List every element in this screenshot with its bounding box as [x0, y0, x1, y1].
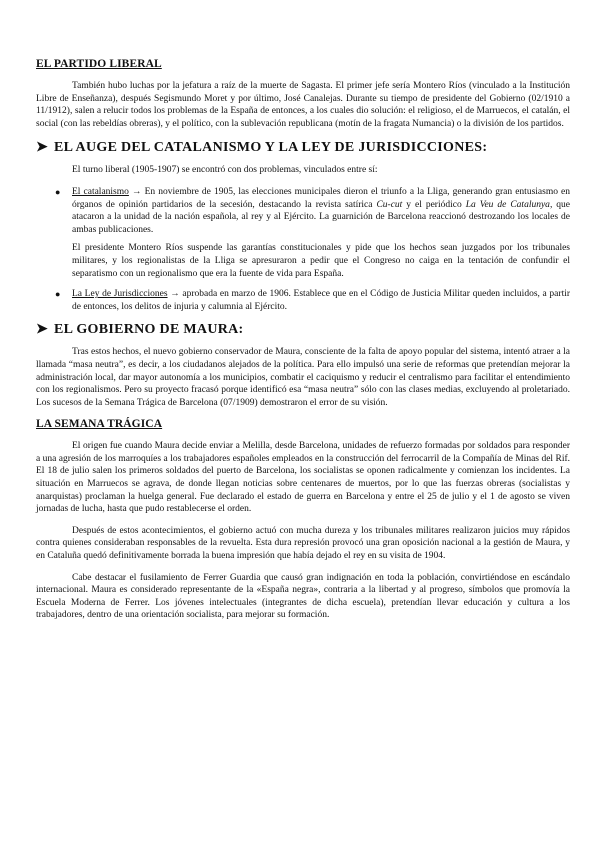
paragraph-gobierno-maura: Tras estos hechos, el nuevo gobierno conservador de Maura, consciente de la falta de apoyo popular del sistema, intentó atraer a la llamada “masa neutra”, es decir, a los ciudadanos alejados de la política. Para ello impulsó una serie de reformas que pretendían mejorar la administración local, dar mayor autonomía a los municipios, combatir el caciquismo y reducir el centralismo para facilitar el entendimiento con los regionalismos. Pero su proyecto fracasó porque identificó esa “masa neutra” sólo con las clases medias, excluyendo al proletariado. Los sucesos de la Semana Trágica de Barcelona (07/1909) demostraron el error de su visión. — [36, 347, 570, 408]
text-fragment: y el periódico — [402, 199, 466, 210]
paragraph-turno-liberal: El turno liberal (1905-1907) se encontró con dos problemas, vinculados entre sí: — [72, 165, 378, 176]
right-arrow-icon: → — [170, 289, 180, 300]
arrow-bullet-icon: ➤ — [36, 322, 49, 338]
document-page — [36, 58, 570, 631]
arrow-bullet-icon: ➤ — [36, 140, 49, 156]
heading-gobierno-maura — [36, 321, 570, 338]
list-item-catalanismo — [36, 186, 570, 280]
problems-list — [36, 186, 570, 313]
paragraph-origen: El origen fue cuando Maura decide enviar a Melilla, desde Barcelona, unidades de refuerzo formadas por soldados para responder a una agresión de los marroquíes a los trabajadores españoles empleados en la construcción del ferrocarril de la Compañía de Minas del Rif. El 18 de julio salen los primeros soldados del puerto de Barcelona, los socialistas se oponen radicalmente y comienzan los incidentes. La situación en Marruecos se agrava, de donde llegan noticias sobre centenares de muertos, por lo que las fuerzas obreras (socialistas y anarquistas) proclaman la huelga general. Fue declarado el estado de guerra en Barcelona y entre el 25 de julio y el 1 de agosto se viven jornadas de lucha, hasta que pudo restablecerse el orden. — [36, 441, 570, 515]
term-catalanismo: El catalanismo — [72, 186, 129, 197]
paragraph-montero-rios: El presidente Montero Ríos suspende las garantías constitucionales y pide que los hechos sean juzgados por los tribunales militares, y los regionalistas de la Lliga se apresuraron a pedir que el Congreso no caiga en la tentación de confundir el separatismo con un regionalismo que era la fuente de vida para España. — [72, 243, 570, 279]
italic-cu-cut: Cu-cut — [376, 199, 403, 210]
list-item-ley-jurisdicciones — [36, 288, 570, 313]
heading-text: EL AUGE DEL CATALANISMO Y LA LEY DE JURISDICCIONES: — [54, 140, 488, 156]
heading-semana-tragica: LA SEMANA TRÁGICA — [36, 418, 163, 431]
paragraph-ferrer-guardia: Cabe destacar el fusilamiento de Ferrer Guardia que causó gran indignación en toda la población, convirtiéndose en escándalo internacional. Maura es considerado representante de la «España negra», contraria a la libertad y al progreso, símbolos que promovía la Escuela Moderna de Ferrer. Los jóvenes intelectuales (integrantes de dicha escuela), pretendían llevar educación y cultura a los trabajadores, dentro de una orientación socialista, para mejorar su formación. — [36, 572, 570, 621]
right-arrow-icon: → — [132, 186, 142, 197]
paragraph-partido-liberal: También hubo luchas por la jefatura a raíz de la muerte de Sagasta. El primer jefe sería Montero Ríos (vinculado a la Institución Libre de Enseñanza), después Segismundo Moret y por último, José Canalejas. Durante su tiempo de presidente del Gobierno (02/1910 a 11/1912), salen a relucir todos los problemas de la España de entonces, a los cuales dio solución: el religioso, el de Marruecos, el catalán, el social (con las rebeldías obreras), y el político, con la sublevación republicana (motín de la fragata Numancia) o la división de los partidos. — [36, 81, 570, 129]
heading-auge-catalanismo — [36, 139, 570, 156]
paragraph-represion: Después de estos acontecimientos, el gobierno actuó con mucha dureza y los tribunales militares realizaron juicios muy rápidos contra quienes consideraban responsables de la revuelta. Esta dura represión provocó una gran oposición nacional a la gestión de Maura, y en Cataluña quedó definitivamente borrada la buena impresión que había dejado el rey en su visita de 1904. — [36, 525, 570, 562]
paragraph-catalanismo — [72, 186, 570, 236]
text-fragment: , que atacaron a la unidad de la nación española, al rey y al Ejército. La guarnición de Barcelona reaccionó destrozando los locales de ambas publicaciones. — [72, 199, 571, 235]
bullet-icon: ● — [55, 289, 61, 300]
text-fragment: En noviembre de 1905, las elecciones municipales dieron el triunfo a la Lliga, generando gran entusiasmo en órganos de opinión partidarios de la secesión, destacando la revista satírica — [72, 186, 571, 210]
text-fragment: aprobada en marzo de 1906. Establece que en el Código de Justicia Militar queden incluidos, a partir de entonces, los delitos de injuria y calumnia al Ejército. — [72, 289, 571, 312]
bullet-icon: ● — [55, 186, 61, 197]
term-ley-jurisdicciones: La Ley de Jurisdicciones — [72, 289, 168, 300]
italic-la-veu: La Veu de Catalunya — [465, 199, 550, 210]
heading-partido-liberal: EL PARTIDO LIBERAL — [36, 58, 162, 70]
heading-text: EL GOBIERNO DE MAURA: — [54, 322, 244, 338]
paragraph-ley-jurisdicciones — [72, 288, 570, 313]
